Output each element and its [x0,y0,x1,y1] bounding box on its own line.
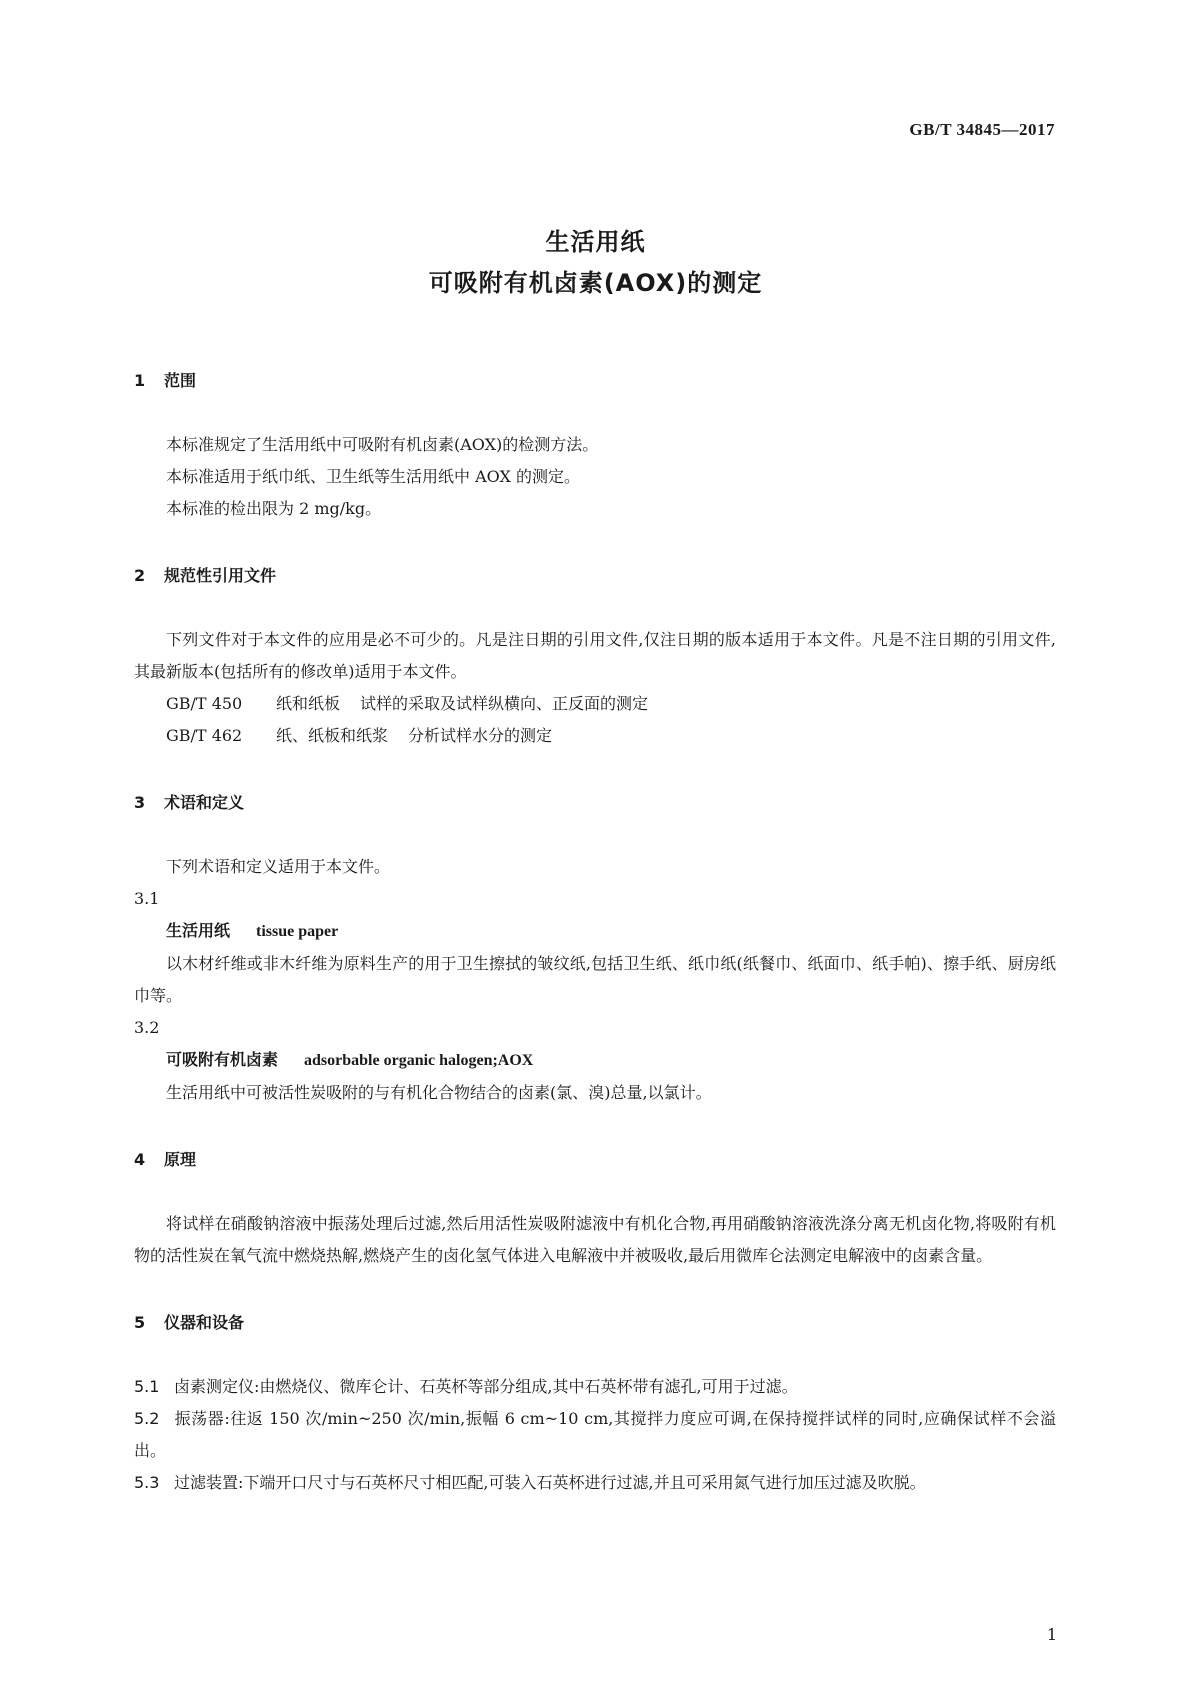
document-title [0,222,1191,304]
term-heading [134,915,1056,948]
reference-code: GB/T 450 [166,694,243,713]
section-number: 2 [134,566,146,585]
section-title: 原理 [164,1150,197,1169]
term-english: tissue paper [256,923,339,940]
paragraph: 本标准的检出限为 2 mg/kg。 [166,499,382,518]
section-3-body [134,851,1056,1109]
reference-item [134,720,1056,752]
paragraph: 下列术语和定义适用于本文件。 [166,857,391,876]
clause-number: 5.3 [134,1473,160,1492]
term-chinese: 生活用纸 [166,921,231,940]
reference-title-part2: 试样的采取及试样纵横向、正反面的测定 [360,694,649,713]
clause-number: 5.1 [134,1377,160,1396]
paragraph: 本标准规定了生活用纸中可吸附有机卤素(AOX)的检测方法。 [166,435,599,454]
section-title: 术语和定义 [164,793,245,812]
reference-title-part1: 纸和纸板 [276,694,341,713]
section-1-body [134,429,1056,525]
section-4-heading [134,1147,1056,1170]
section-2-heading [134,563,1056,586]
title-line-1: 生活用纸 [545,228,646,256]
section-number: 3 [134,793,146,812]
clause-item [134,1467,1056,1499]
reference-title-part2: 分析试样水分的测定 [408,726,553,745]
term-english: adsorbable organic halogen;AOX [304,1052,534,1069]
section-title: 范围 [164,371,197,390]
section-2-body [134,624,1056,752]
clause-text: 振荡器:往返 150 次/min~250 次/min,振幅 6 cm~10 cm,其搅拌力度应可调,在保持搅拌试样的同时,应确保试样不会溢出。 [134,1409,1056,1460]
term-number: 3.2 [134,1018,160,1037]
term-chinese: 可吸附有机卤素 [166,1050,279,1069]
section-1-heading [134,368,1056,391]
paragraph: 下列文件对于本文件的应用是必不可少的。凡是注日期的引用文件,仅注日期的版本适用于本文件。凡是不注日期的引用文件,其最新版本(包括所有的修改单)适用于本文件。 [134,630,1056,681]
section-4-body [134,1208,1056,1272]
title-line-2: 可吸附有机卤素(AOX)的测定 [428,268,763,297]
section-5-heading [134,1310,1056,1333]
section-title: 规范性引用文件 [164,566,277,585]
section-number: 5 [134,1313,146,1332]
section-5-body [134,1371,1056,1499]
reference-item [134,688,1056,720]
section-number: 1 [134,371,146,390]
clause-text: 卤素测定仪:由燃烧仪、微库仑计、石英杯等部分组成,其中石英杯带有滤孔,可用于过滤。 [174,1377,798,1396]
clause-text: 过滤装置:下端开口尺寸与石英杯尺寸相匹配,可装入石英杯进行过滤,并且可采用氮气进行加压过滤及吹脱。 [174,1473,926,1492]
paragraph: 将试样在硝酸钠溶液中振荡处理后过滤,然后用活性炭吸附滤液中有机化合物,再用硝酸钠溶液洗涤分离无机卤化物,将吸附有机物的活性炭在氧气流中燃烧热解,燃烧产生的卤化氢气体进入电解液中并被吸收,最后用微库仑法测定电解液中的卤素含量。 [134,1214,1056,1265]
standard-code: GB/T 34845—2017 [909,120,1055,139]
paragraph: 本标准适用于纸巾纸、卫生纸等生活用纸中 AOX 的测定。 [166,467,580,486]
section-title: 仪器和设备 [164,1313,245,1332]
page-number: 1 [1046,1625,1057,1644]
clause-item [134,1371,1056,1403]
document-body [134,368,1056,1499]
term-heading [134,1044,1056,1077]
term-definition: 以木材纤维或非木纤维为原料生产的用于卫生擦拭的皱纹纸,包括卫生纸、纸巾纸(纸餐巾、纸面巾、纸手帕)、擦手纸、厨房纸巾等。 [134,954,1056,1005]
clause-number: 5.2 [134,1409,160,1428]
reference-code: GB/T 462 [166,726,243,745]
section-number: 4 [134,1150,146,1169]
term-number: 3.1 [134,889,160,908]
term-definition: 生活用纸中可被活性炭吸附的与有机化合物结合的卤素(氯、溴)总量,以氯计。 [166,1083,712,1102]
section-3-heading [134,790,1056,813]
reference-title-part1: 纸、纸板和纸浆 [276,726,389,745]
clause-item [134,1403,1056,1467]
